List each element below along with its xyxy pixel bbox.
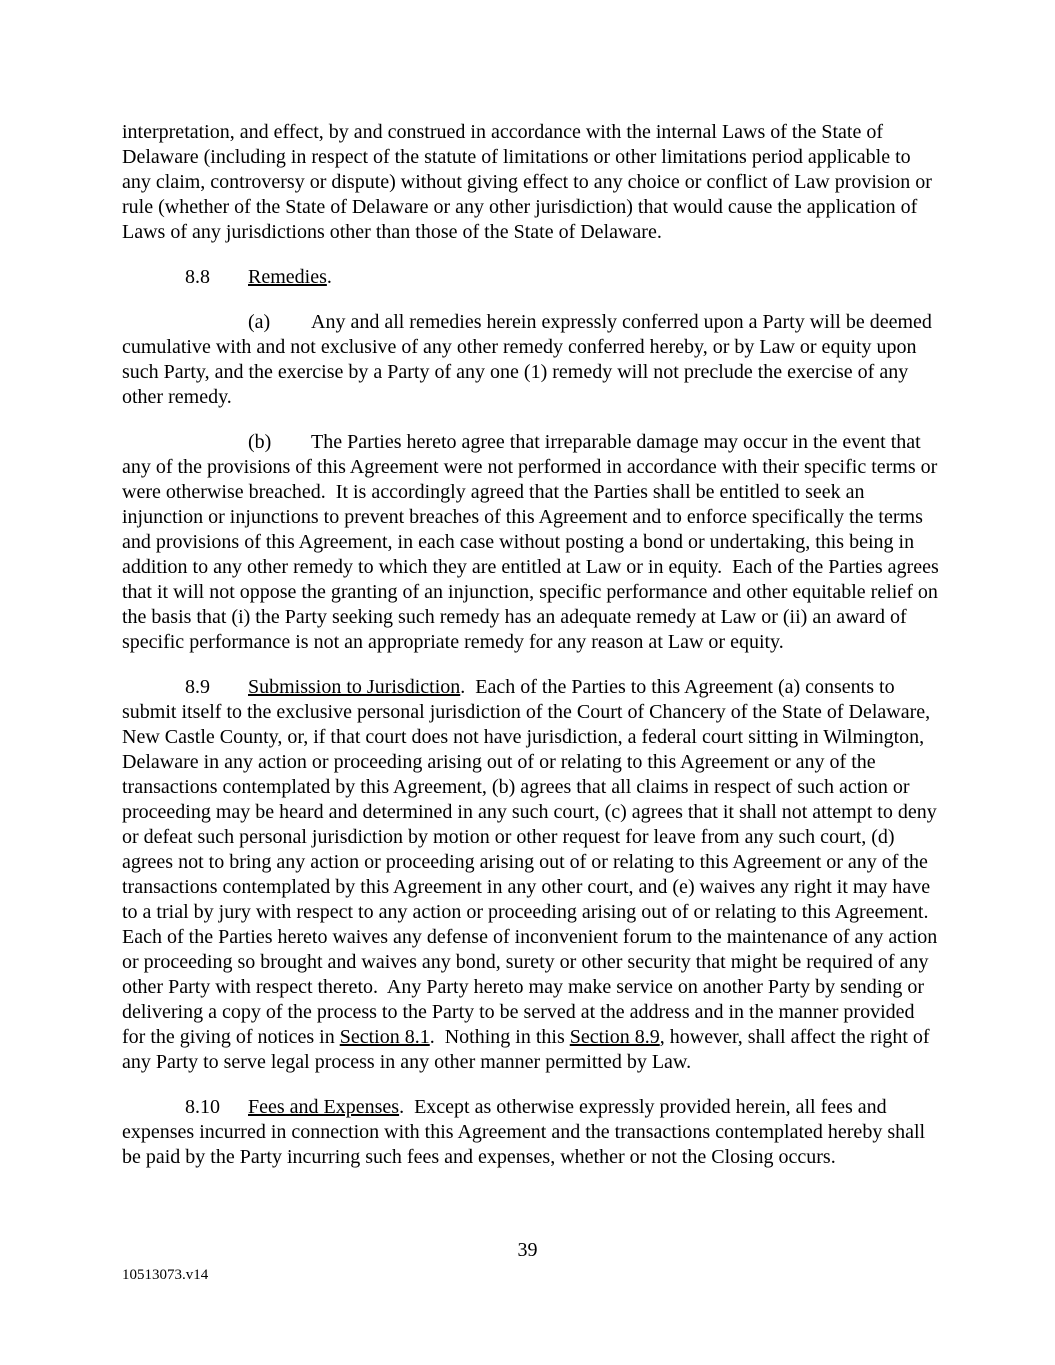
section-8-9-body-1: . Each of the Parties to this Agreement (a) consents to submit itself to the exclusive personal jurisdiction of the Court of Chancery of the State of Delaware, New Castle County, or, if that court does not have jurisdiction, a federal court sitting in Wilmington, Delaware in any action or proceeding arising out of or relating to this Agreement or any of the transactions contemplated by this Agreement, (b) agrees that all claims in respect of such action or proceeding may be heard and determined in any such court, (c) agrees that it shall not attempt to deny or defeat such personal jurisdiction by motion or other request for leave from any such court, (d) agrees not to bring any action or proceeding arising out of or relating to this Agreement or any of the transactions contemplated by this Agreement in any other court, and (e) waives any right it may have to a trial by jury with respect to any action or proceeding arising out of or relating to this Agreement. Each of the Parties hereto waives any defense of inconvenient forum to the maintenance of any action or proceeding so brought and waives any bond, surety or other security that might be required of any other Party with respect thereto. Any Party hereto may make service on another Party by sending or delivering a copy of the process to the Party to be served at the address and in the manner provided for the giving of notices in <box>122 676 943 1048</box>
clause-b-paragraph <box>122 430 944 655</box>
section-title-8-8-period: . <box>326 266 332 288</box>
clause-b-text: The Parties hereto agree that irreparable damage may occur in the event that any of the provisions of this Agreement were not performed in accordance with their specific terms or were otherwise breached. It is accordingly agreed that the Parties shall be entitled to seek an injunction or injunctions to prevent breaches of this Agreement and to enforce specifically the terms and provisions of this Agreement, in each case without posting a bond or undertaking, this being in addition to any other remedy to which they are entitled at Law or in equity. Each of the Parties agrees that it will not oppose the granting of an injunction, specific performance and other equitable relief on the basis that (i) the Party seeking such remedy has an adequate remedy at Law or (ii) an award of specific performance is not an appropriate remedy for any reason at Law or equity. <box>122 431 944 653</box>
section-title-8-8: Remedies <box>248 266 327 288</box>
page-number: 39 <box>517 1239 538 1261</box>
clause-b-label: (b) <box>248 431 272 453</box>
section-number-8-10: 8.10 <box>185 1096 220 1118</box>
clause-a-text: Any and all remedies herein expressly conferred upon a Party will be deemed cumulative with and not exclusive of any other remedy conferred hereby, or by Law or equity upon such Party, and the exercise by a Party of any one (1) remedy will not preclude the exercise of any other remedy. <box>122 311 937 408</box>
section-title-8-9: Submission to Jurisdiction <box>248 676 461 698</box>
section-number-8-9: 8.9 <box>185 676 210 698</box>
cross-reference-section-8-1: Section 8.1 <box>339 1026 430 1048</box>
clause-a-paragraph <box>122 310 940 410</box>
section-heading-8-8 <box>122 265 940 290</box>
document-id-stamp: 10513073.v14 <box>122 1267 209 1283</box>
paragraph-governing-law-continuation <box>122 120 940 245</box>
section-title-8-10: Fees and Expenses <box>248 1096 400 1118</box>
section-paragraph-8-9 <box>122 675 943 1075</box>
section-number-8-8: 8.8 <box>185 266 210 288</box>
section-8-9-body-2: . Nothing in this <box>429 1026 570 1048</box>
section-8-10-body: . Except as otherwise expressly provided herein, all fees and expenses incurred in connection with this Agreement and the transactions contemplated hereby shall be paid by the Party incurring such fees and expenses, whether or not the Closing occurs. <box>122 1096 931 1168</box>
section-8-9-body-3: , however, shall affect the right of any Party to serve legal process in any other manner permitted by Law. <box>122 1026 935 1073</box>
section-paragraph-8-10 <box>122 1095 940 1170</box>
document-body <box>122 120 944 1190</box>
clause-a-label: (a) <box>248 311 271 333</box>
continuation-text: interpretation, and effect, by and construed in accordance with the internal Laws of the State of Delaware (including in respect of the statute of limitations or other limitations period applicable to any claim, controversy or dispute) without giving effect to any choice or conflict of Law provision or rule (whether of the State of Delaware or any other jurisdiction) that would cause the application of Laws of any jurisdictions other than those of the State of Delaware. <box>122 121 937 243</box>
cross-reference-section-8-9: Section 8.9 <box>569 1026 660 1048</box>
